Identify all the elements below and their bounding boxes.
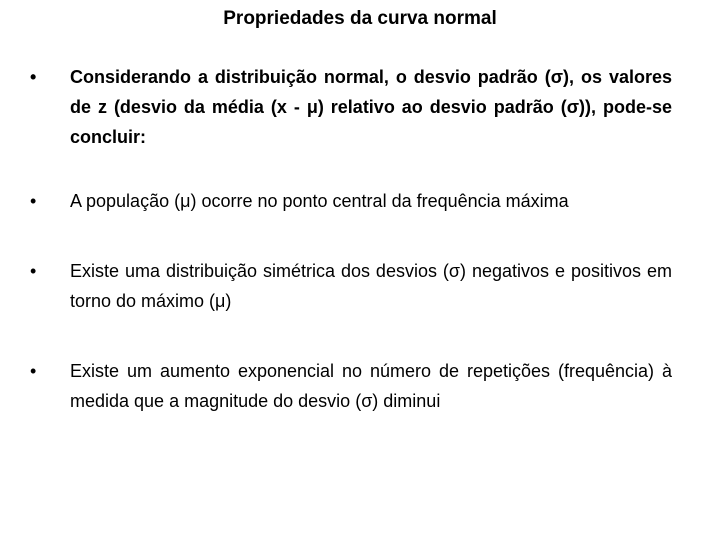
bullet-marker: • [30, 361, 37, 381]
bullet-item-conclusion-intro [30, 62, 672, 152]
bullet-marker: • [30, 67, 37, 87]
bullet-text: Considerando a distribuição normal, o desvio padrão (σ), os valores de z (desvio da média (x - μ) relativo ao desvio padrão (σ)), pode-se concluir: [70, 67, 672, 147]
bullet-text: A população (μ) ocorre no ponto central da frequência máxima [70, 191, 569, 211]
slide-title: Propriedades da curva normal [223, 8, 497, 29]
bullet-list [30, 62, 672, 416]
bullet-text: Existe um aumento exponencial no número de repetições (frequência) à medida que a magnitude do desvio (σ) diminui [70, 361, 672, 411]
bullet-marker: • [30, 191, 37, 211]
bullet-item-population [30, 186, 672, 216]
bullet-item-exponential [30, 356, 672, 416]
bullet-text: Existe uma distribuição simétrica dos desvios (σ) negativos e positivos em torno do máximo (μ) [70, 261, 672, 311]
bullet-item-symmetry [30, 256, 672, 316]
bullet-marker: • [30, 261, 37, 281]
